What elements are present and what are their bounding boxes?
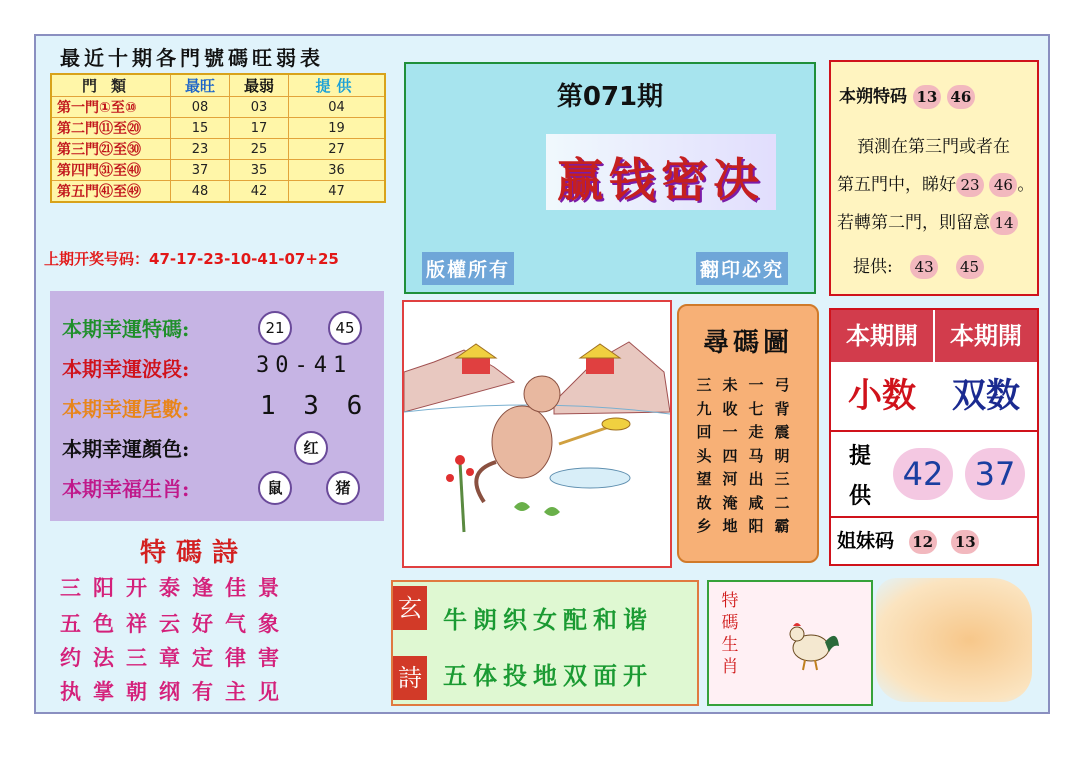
table-row: 第四門㉛至㊵ 37 35 36 [51, 160, 385, 181]
open-provide-label: 提供 [849, 443, 872, 509]
lucky-zodiac-1: 鼠 [258, 471, 292, 505]
poem-line: 五色祥云好气象 [60, 611, 291, 636]
open-right-value: 双数 [952, 376, 1020, 416]
tip-line-1: 預測在第三門或者在 [857, 137, 1010, 157]
last-draw-numbers: 上期开奖号码：47-17-23-10-41-07+25 [44, 250, 339, 268]
special-zodiac-label: 特碼生肖 [721, 591, 739, 677]
rooster-icon [781, 618, 841, 674]
mystery-line-2: 五体投地双面开 [443, 661, 653, 690]
lucky-tail-label: 本期幸運尾數: [62, 397, 190, 421]
header-door: 門類 [51, 74, 171, 97]
issue-number: 第071期 [556, 82, 664, 112]
lucky-special-label: 本期幸運特碼: [62, 317, 190, 341]
lucky-tail: 1 3 6 [260, 391, 369, 421]
issue-banner [404, 62, 816, 294]
poem-line: 执掌朝纲有主见 [60, 679, 291, 704]
mystery-label-top: 玄 [393, 586, 427, 630]
table-row: 第五門㊶至㊾ 48 42 47 [51, 181, 385, 203]
special-tip-header: 本朔特码 13 46 [839, 82, 1045, 109]
mystery-line-1: 牛朗织女配和谐 [443, 605, 653, 634]
open-divider [831, 430, 1037, 432]
special-tip-panel [829, 60, 1039, 296]
header-hot: 最旺 [171, 74, 230, 97]
header-weak: 最弱 [230, 74, 289, 97]
sister-label: 姐妹码 [837, 530, 895, 552]
sister-divider [831, 516, 1037, 518]
search-code-column: 三九回头望故乡 [696, 376, 712, 535]
frequency-table-title: 最近十期各門號碼旺弱表 [60, 46, 324, 70]
lucky-color-label: 本期幸運顏色: [62, 437, 190, 461]
mystery-poem-panel [391, 580, 699, 706]
open-provide-2: 37 [965, 448, 1025, 500]
poem-line: 约法三章定律害 [60, 645, 291, 670]
decorative-blob [876, 578, 1032, 702]
table-row: 第二門⑪至⑳ 15 17 19 [51, 118, 385, 139]
monkey-illustration [402, 300, 672, 568]
poem-title: 特碼詩 [140, 538, 249, 568]
search-code-column: 未收一四河淹地 [722, 376, 738, 535]
mystery-label-bottom: 詩 [393, 656, 427, 700]
open-header-right: 本期開 [935, 310, 1037, 362]
table-row: 第三門㉑至㉚ 23 25 27 [51, 139, 385, 160]
lucky-special-2: 45 [328, 311, 362, 345]
lucky-zodiac-2: 猪 [326, 471, 360, 505]
table-header-row [51, 74, 385, 97]
special-zodiac-panel [707, 580, 873, 706]
frequency-table [50, 73, 386, 203]
lucky-panel [50, 291, 384, 521]
lucky-color: 红 [294, 431, 328, 465]
open-provide-1: 42 [893, 448, 953, 500]
copyright-right: 翻印必究 [696, 252, 788, 285]
slogan-text: 赢钱密决 [557, 153, 765, 207]
tip-provide: 提供: 43 45 [853, 252, 1059, 279]
sister-2: 13 [951, 530, 979, 554]
table-row: 第一門①至⑩ 08 03 04 [51, 97, 385, 118]
search-code-title: 尋碼圖 [702, 328, 793, 358]
lucky-special-1: 21 [258, 311, 292, 345]
tip-line-2: 第五門中，睇好 23 46 。 [837, 175, 1035, 195]
sister-row [837, 526, 979, 554]
sister-1: 12 [909, 530, 937, 554]
header-give: 提供 [289, 74, 386, 97]
poem-line: 三阳开泰逢佳景 [60, 575, 291, 600]
search-code-panel [677, 304, 819, 563]
open-info-panel [829, 308, 1039, 566]
copyright-left: 版權所有 [422, 252, 514, 285]
open-header-left: 本期開 [831, 310, 933, 362]
lucky-zodiac-label: 本期幸福生肖: [62, 477, 190, 501]
open-left-value: 小数 [848, 376, 916, 416]
lucky-segment-label: 本期幸運波段: [62, 357, 190, 381]
monkey-picture-icon [404, 302, 670, 566]
search-code-column: 一七走马出咸阳 [748, 376, 764, 535]
search-code-column: 弓背震明三二霸 [774, 376, 790, 535]
tip-line-3: 若轉第二門，則留意 14 [837, 208, 1043, 235]
lucky-segment: 30-41 [256, 353, 353, 378]
